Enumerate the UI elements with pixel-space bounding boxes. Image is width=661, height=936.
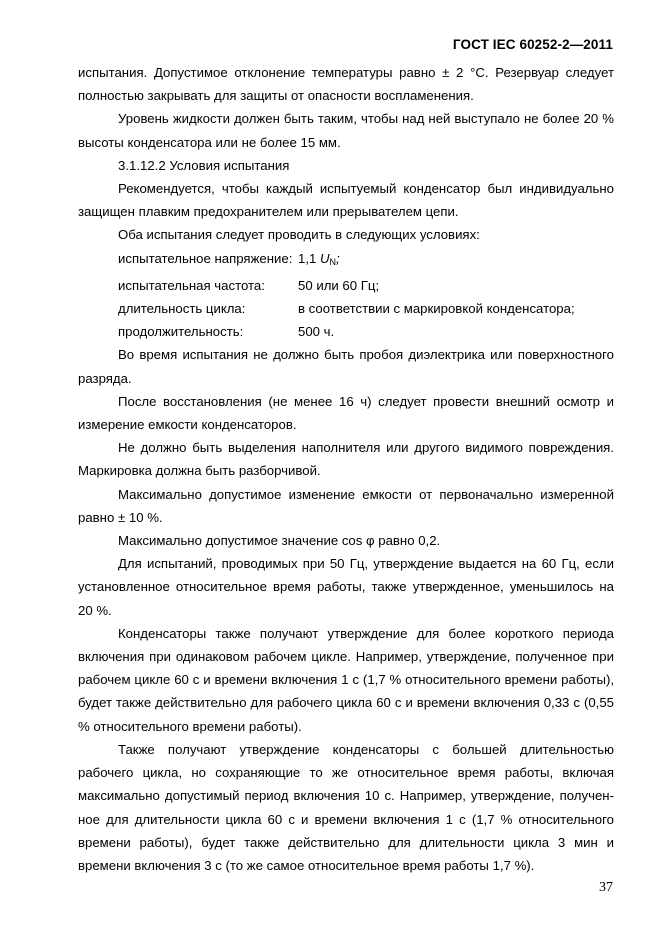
paragraph: Рекомендуется, чтобы каждый испытуемый конденсатор был индивидуально защищен плавким предохранителем или прерывателем цепи.	[78, 181, 614, 220]
paragraph: Максимально допустимое значение cos φ равно 0,2.	[118, 533, 441, 549]
condition-frequency	[118, 274, 614, 297]
paragraph: Конденсаторы также получают утверждение для более короткого периода включения при одинаковом рабочем цикле. Например, утверждение, полученное при рабочем цикле 60 с и времени включения 1 с (1,7 % относительного времени работы), будет также действительно для рабочего цикла 60 с и времени включения 0,33 с (0,55 % относительного времени работы).	[78, 625, 614, 734]
condition-value: 50 или 60 Гц;	[298, 277, 380, 293]
paragraph: После восстановления (не менее 16 ч) следует провести внешний осмотр и измерение емкости конденсаторов.	[78, 393, 614, 433]
condition-label: испытательная частота:	[118, 277, 265, 293]
document-body	[78, 61, 614, 877]
paragraph: испытания. Допустимое отклонение температуры равно ± 2 °С. Резервуар следует полностью закрывать для защиты от опасности воспламенения.	[78, 65, 614, 104]
section-heading: 3.1.12.2 Условия испытания	[118, 157, 290, 173]
paragraph: Во время испытания не должно быть пробоя диэлектрика или поверхностного разряда.	[78, 347, 614, 386]
paragraph: Максимально допустимое изменение емкости от первоначально измеренной равно ± 10 %.	[78, 486, 614, 525]
condition-label: длительность цикла:	[118, 301, 246, 317]
condition-cycle	[118, 297, 614, 320]
condition-value: 500 ч.	[298, 324, 335, 340]
condition-voltage	[118, 247, 614, 274]
paragraph: Уровень жидкости должен быть таким, чтобы над ней выступало не более 20 % высоты конденсатора или не более 15 мм.	[78, 111, 614, 150]
standard-header: ГОСТ IEC 60252-2—2011	[452, 37, 613, 52]
condition-value: в соответствии с маркировкой конденсатора;	[298, 301, 575, 317]
condition-value: 1,1 $U_N$;	[298, 250, 340, 267]
paragraph: Для испытаний, проводимых при 50 Гц, утверждение выдается на 60 Гц, если установленное относительное время работы, также утвержденное, уменьшилось на 20 %.	[78, 556, 614, 618]
condition-label: продолжительность:	[118, 324, 244, 340]
paragraph: Не должно быть выделения наполнителя или другого видимого повреждения. Маркировка должна быть разборчивой.	[78, 440, 614, 479]
condition-duration	[118, 320, 614, 343]
paragraph: Оба испытания следует проводить в следующих условиях:	[118, 227, 480, 243]
page-number: 37	[599, 880, 613, 895]
paragraph: Также получают утверждение конденсаторы с большей длительностью рабочего цикла, но сохраняющие то же относительное время работы, включая максимально допустимый период включения 10 с. Например, утверждение, полученное для длительности цикла 60 с и времени включения 1 с (1,7 % относительного времени работы), будет также действительно для длительности цикла 3 мин и времени включения 3 с (то же самое относительное время работы 1,7 %).	[78, 741, 614, 873]
condition-label: испытательное напряжение:	[118, 250, 293, 266]
